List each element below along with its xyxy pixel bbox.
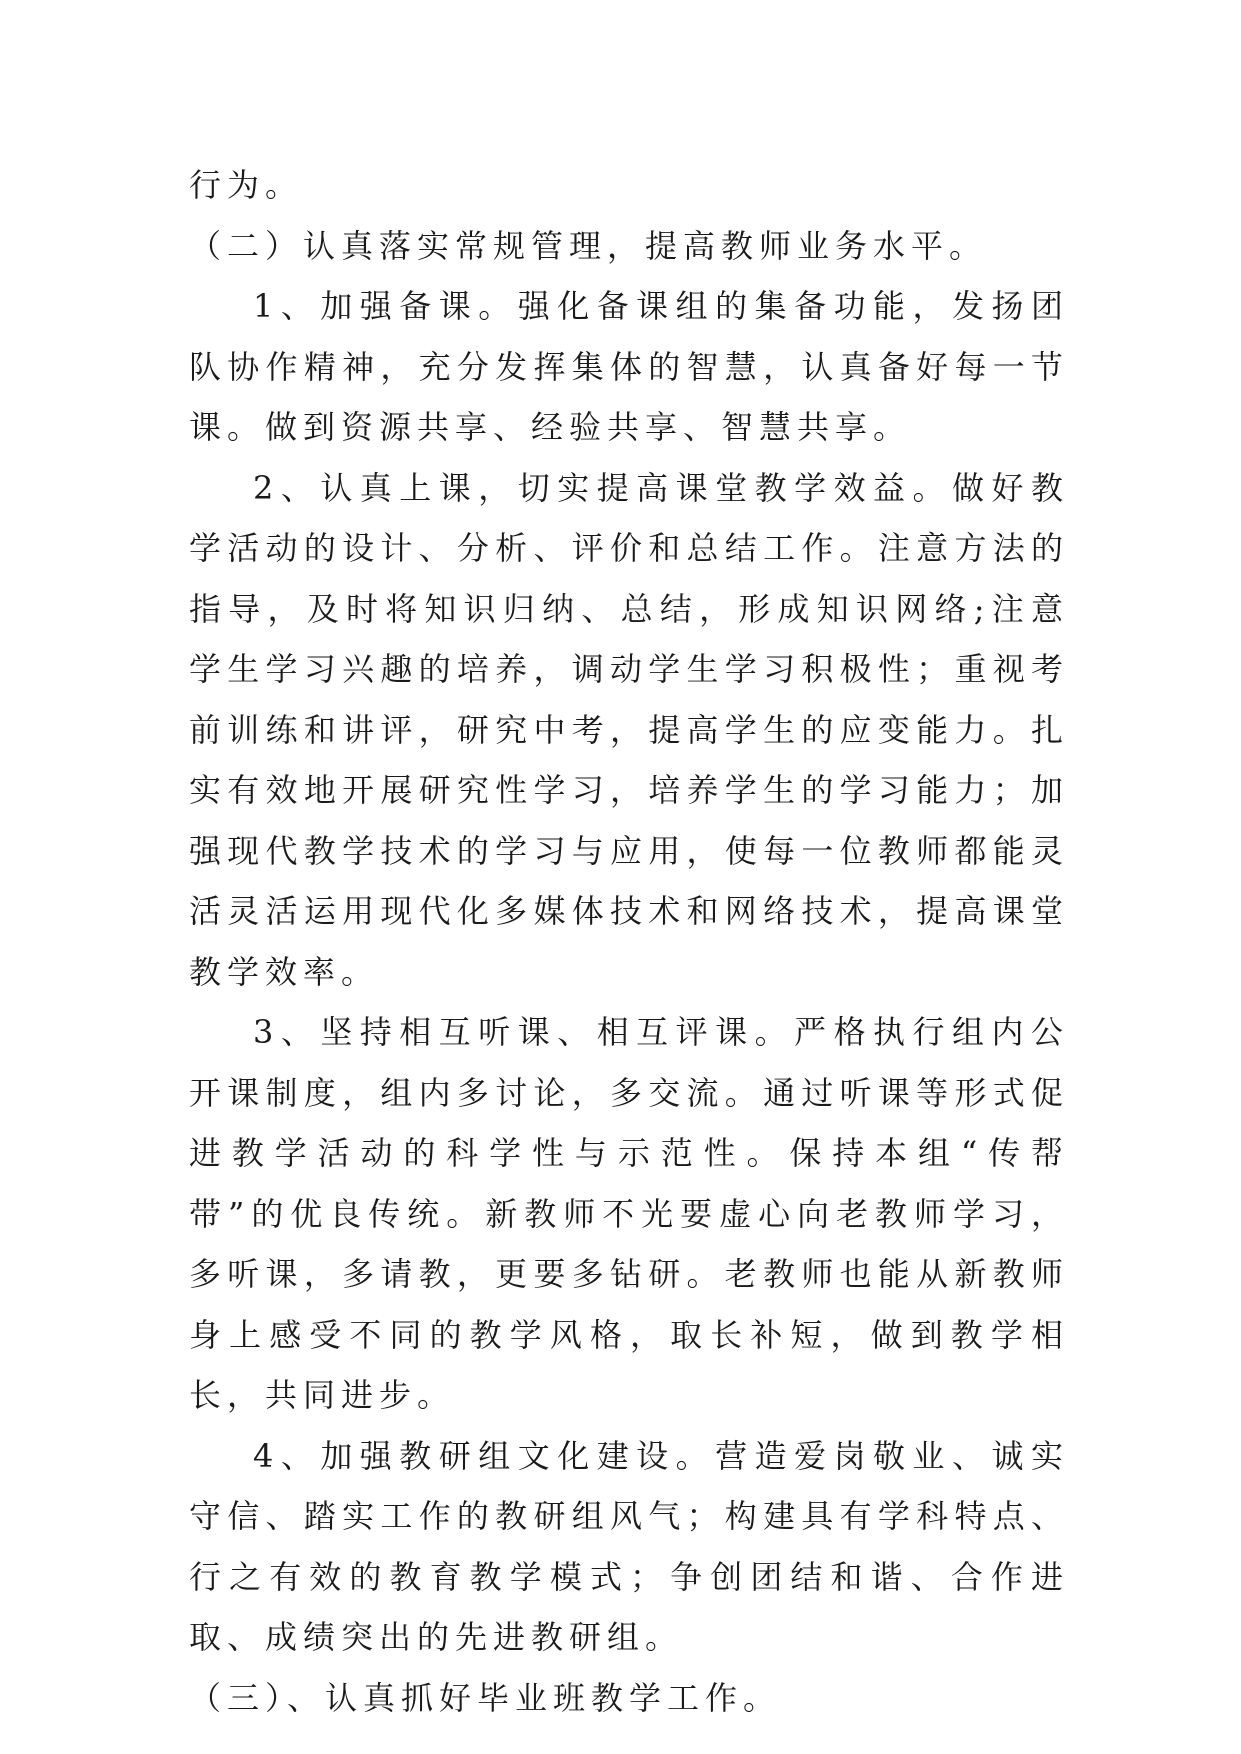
document-body <box>189 155 1069 1728</box>
paragraph-continuation: 行为。 <box>189 166 304 204</box>
paragraph-item-2: 2、认真上课，切实提高课堂教学效益。做好教学活动的设计、分析、评价和总结工作。注意方法的指导，及时将知识归纳、总结，形成知识网络;注意学生学习兴趣的培养，调动学生学习积极性；重视考前训练和讲评，研究中考，提高学生的应变能力。扎实有效地开展研究性学习，培养学生的学习能力；加强现代教学技术的学习与应用，使每一位教师都能灵活灵活运用现代化多媒体技术和网络技术，提高课堂教学效率。 <box>189 468 1069 991</box>
paragraph-item-3: 3、坚持相互听课、相互评课。严格执行组内公开课制度，组内多讨论，多交流。通过听课等形式促进教学活动的科学性与示范性。保持本组“传帮带”的优良传统。新教师不光要虚心向老教师学习，多听课，多请教，更要多钻研。老教师也能从新教师身上感受不同的教学风格，取长补短，做到教学相长，共同进步。 <box>189 1013 1069 1414</box>
paragraph-item-1: 1、加强备课。强化备课组的集备功能，发扬团队协作精神，充分发挥集体的智慧，认真备好每一节课。做到资源共享、经验共享、智慧共享。 <box>189 287 1069 446</box>
section-heading-3: （三）、认真抓好毕业班教学工作。 <box>189 1678 782 1717</box>
section-heading-2: （二）认真落实常规管理，提高教师业务水平。 <box>189 226 988 265</box>
paragraph-item-4: 4、加强教研组文化建设。营造爱岗敬业、诚实守信、踏实工作的教研组风气；构建具有学科特点、行之有效的教育教学模式；争创团结和谐、合作进取、成绩突出的先进教研组。 <box>189 1436 1069 1656</box>
